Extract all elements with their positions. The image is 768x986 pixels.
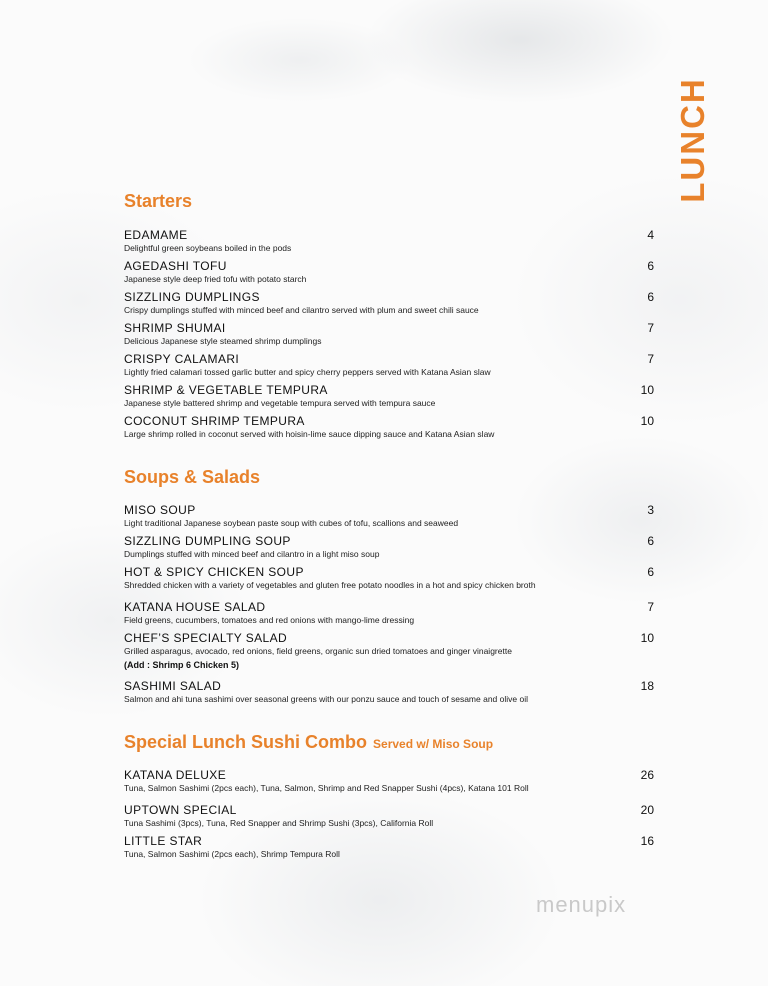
menu-item-hot-spicy-chicken-soup: [124, 565, 654, 591]
menu-item-katana-deluxe: [124, 768, 654, 794]
item-name: COCONUT SHRIMP TEMPURA: [124, 414, 305, 428]
item-name: HOT & SPICY CHICKEN SOUP: [124, 565, 304, 579]
item-description: Grilled asparagus, avocado, red onions, field greens, organic sun dried tomatoes and ginger vinaigrette: [124, 646, 512, 656]
item-description: Delicious Japanese style steamed shrimp dumplings: [124, 336, 322, 346]
item-price: 10: [640, 631, 654, 645]
menu-item-sizzling-dumpling-soup: [124, 534, 654, 560]
starters-title: Starters: [124, 191, 193, 211]
item-description: Salmon and ahi tuna sashimi over seasonal greens with our ponzu sauce and touch of sesame and olive oil: [124, 694, 528, 704]
item-name: SIZZLING DUMPLING SOUP: [124, 534, 291, 548]
item-description: Field greens, cucumbers, tomatoes and red onions with mango-lime dressing: [124, 615, 415, 625]
sushi-combo-title: [124, 732, 493, 753]
item-price: 10: [640, 383, 654, 397]
menu-item-little-star: [124, 834, 654, 860]
item-description: Tuna, Salmon Sashimi (2pcs each), Shrimp Tempura Roll: [124, 849, 340, 859]
item-name: LITTLE STAR: [124, 834, 203, 848]
item-description: Crispy dumplings stuffed with minced beef and cilantro served with plum and sweet chili sauce: [124, 305, 479, 315]
item-price: 20: [640, 803, 654, 817]
menu-item-sizzling-dumplings: [124, 290, 654, 316]
item-price: 6: [647, 259, 654, 273]
add-protein-note: (Add : Shrimp 6 Chicken 5): [124, 660, 240, 670]
item-price: 18: [640, 679, 654, 693]
menupix-watermark: menupix: [536, 892, 627, 917]
item-name: EDAMAME: [124, 228, 188, 242]
item-price: 6: [647, 565, 654, 579]
item-name: KATANA DELUXE: [124, 768, 227, 782]
item-description: Dumplings stuffed with minced beef and cilantro in a light miso soup: [124, 549, 380, 559]
item-name: SIZZLING DUMPLINGS: [124, 290, 260, 304]
item-description: Japanese style battered shrimp and vegetable tempura served with tempura sauce: [124, 398, 436, 408]
menu-item-shrimp-shumai: [124, 321, 654, 347]
lunch-heading-text: LUNCH: [674, 76, 711, 203]
item-description: Delightful green soybeans boiled in the pods: [124, 243, 292, 253]
item-name: AGEDASHI TOFU: [124, 259, 227, 273]
menu-item-crispy-calamari: [124, 352, 654, 378]
item-price: 7: [647, 600, 654, 614]
menu-item-miso-soup: [124, 503, 654, 529]
item-name: SASHIMI SALAD: [124, 679, 222, 693]
menu-item-edamame: [124, 228, 654, 254]
item-name: SHRIMP & VEGETABLE TEMPURA: [124, 383, 328, 397]
lunch-heading: [674, 76, 712, 203]
item-price: 3: [647, 503, 654, 517]
item-price: 16: [640, 834, 654, 848]
item-description: Shredded chicken with a variety of vegetables and gluten free potato noodles in a hot and spicy chicken broth: [124, 580, 536, 590]
item-description: Light traditional Japanese soybean paste soup with cubes of tofu, scallions and seaweed: [124, 518, 459, 528]
item-price: 4: [647, 228, 654, 242]
item-name: CHEF’S SPECIALTY SALAD: [124, 631, 288, 645]
menu-item-agedashi-tofu: [124, 259, 654, 285]
menu-item-coconut-shrimp-tempura: [124, 414, 654, 440]
item-price: 6: [647, 290, 654, 304]
sushi-combo-title-text: Special Lunch Sushi Combo: [124, 732, 368, 752]
item-name: CRISPY CALAMARI: [124, 352, 240, 366]
item-name: MISO SOUP: [124, 503, 196, 517]
item-description: Japanese style deep fried tofu with potato starch: [124, 274, 307, 284]
item-price: 7: [647, 352, 654, 366]
item-description: Large shrimp rolled in coconut served with hoisin-lime sauce dipping sauce and Katana Asian slaw: [124, 429, 495, 439]
item-description: Tuna, Salmon Sashimi (2pcs each), Tuna, Salmon, Shrimp and Red Snapper Sushi (4pcs), Katana 101 Roll: [124, 783, 529, 793]
item-price: 7: [647, 321, 654, 335]
menu-item-chefs-specialty-salad: [124, 631, 654, 657]
item-name: UPTOWN SPECIAL: [124, 803, 237, 817]
item-name: KATANA HOUSE SALAD: [124, 600, 266, 614]
item-description: Lightly fried calamari tossed garlic butter and spicy cherry peppers served with Katana Asian slaw: [124, 367, 491, 377]
menu-item-uptown-special: [124, 803, 654, 829]
item-price: 26: [640, 768, 654, 782]
item-description: Tuna Sashimi (3pcs), Tuna, Red Snapper and Shrimp Sushi (3pcs), California Roll: [124, 818, 434, 828]
soups-salads-title: Soups & Salads: [124, 467, 261, 487]
sushi-combo-subtitle: Served w/ Miso Soup: [373, 737, 494, 751]
item-name: SHRIMP SHUMAI: [124, 321, 226, 335]
item-price: 6: [647, 534, 654, 548]
menu-item-sashimi-salad: [124, 679, 654, 705]
menu-item-shrimp-vegetable-tempura: [124, 383, 654, 409]
item-price: 10: [640, 414, 654, 428]
menu-item-katana-house-salad: [124, 600, 654, 626]
